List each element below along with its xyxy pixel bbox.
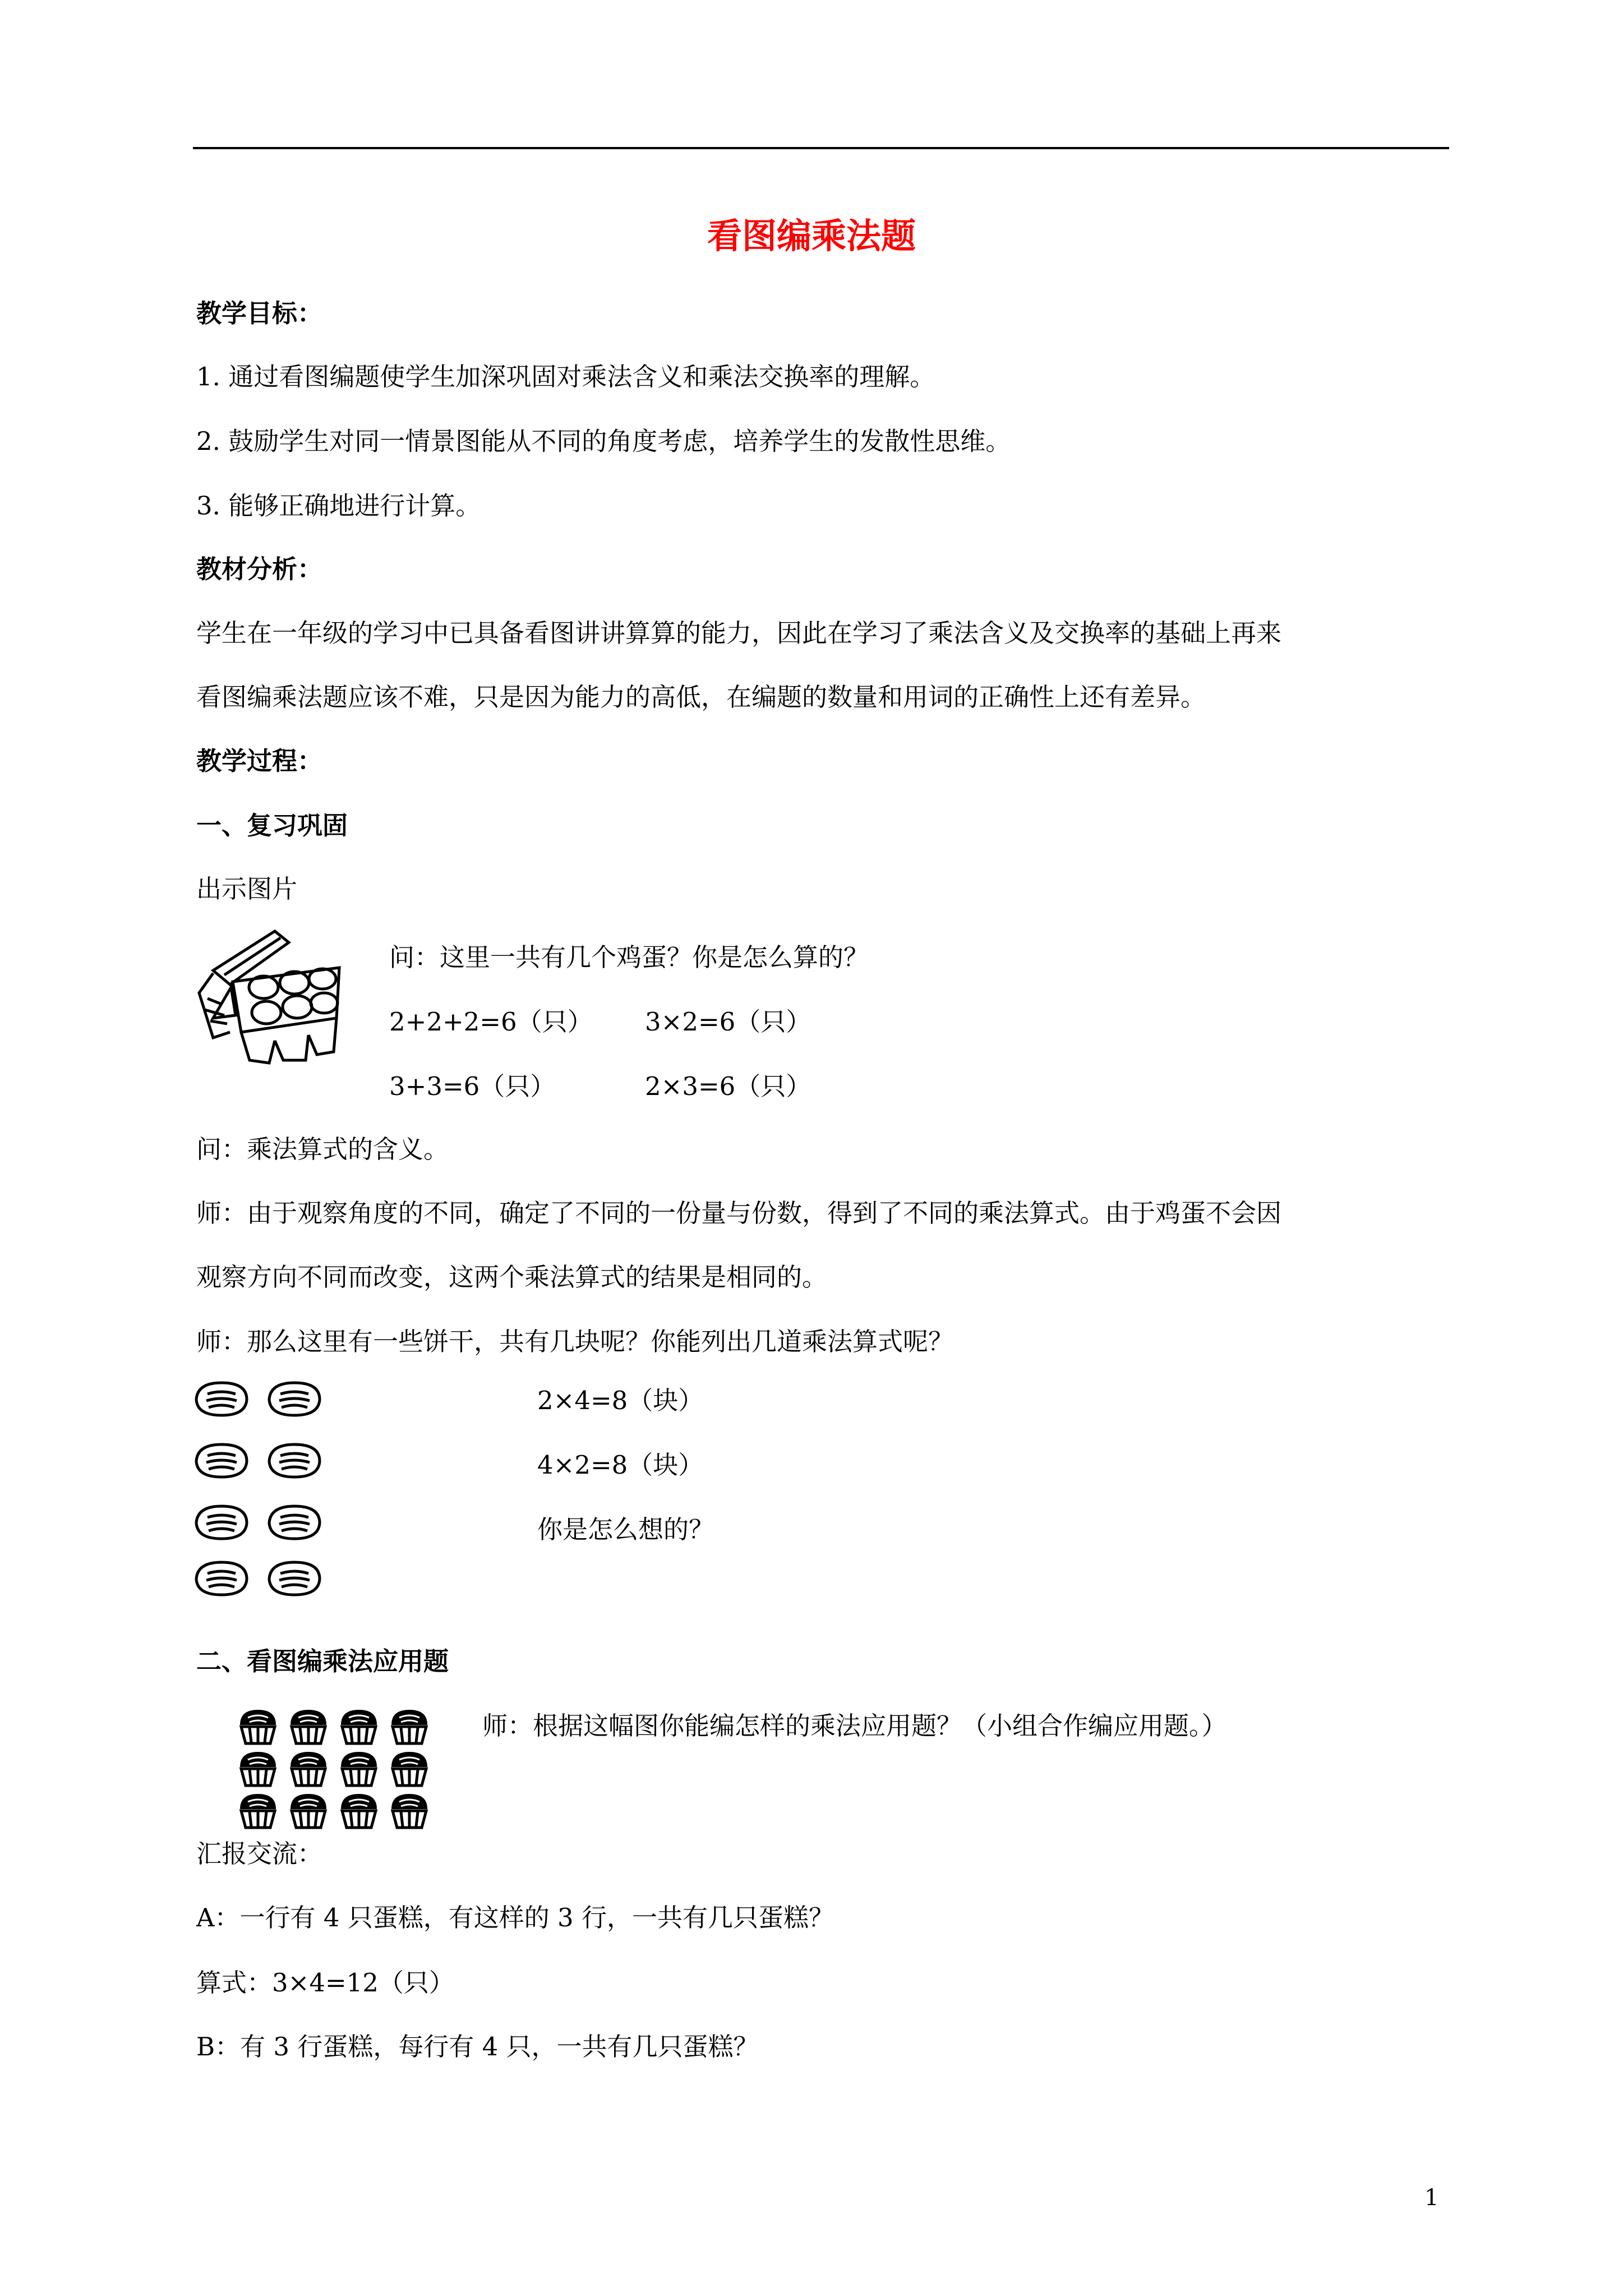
biscuit-thinking-question: 你是怎么想的？ (537, 1515, 714, 1544)
biscuit-question: 师：那么这里有一些饼干，共有几块呢？你能列出几道乘法算式呢？ (196, 1327, 954, 1356)
egg-question: 问：这里一共有几个鸡蛋？你是怎么算的？ (389, 942, 869, 972)
egg-equation-r2c2: 2×3=6（只） (645, 1071, 811, 1101)
page-title: 看图编乘法题 (707, 215, 916, 256)
report-heading: 汇报交流： (196, 1839, 323, 1869)
biscuit-equation-2: 4×2=8（块） (537, 1450, 704, 1480)
goal-item-1: 1. 通过看图编题使学生加深巩固对乘法含义和乘法交换率的理解。 (196, 362, 935, 392)
part1-heading: 一、复习巩固 (196, 811, 348, 840)
biscuit-equation-1: 2×4=8（块） (537, 1386, 704, 1415)
analysis-line-2: 看图编乘法题应该不难，只是因为能力的高低，在编题的数量和用词的正确性上还有差异。 (196, 682, 1206, 712)
teacher-explain-line-1: 师：由于观察角度的不同，确定了不同的一份量与份数，得到了不同的乘法算式。由于鸡蛋不会因 (196, 1198, 1282, 1228)
page-number: 1 (1424, 2185, 1439, 2211)
answer-a: A：一行有 4 只蛋糕，有这样的 3 行，一共有几只蛋糕？ (196, 1903, 834, 1932)
egg-equation-r2c1: 3+3=6（只） (389, 1071, 556, 1101)
teacher-explain-line-2: 观察方向不同而改变，这两个乘法算式的结果是相同的。 (196, 1262, 828, 1292)
answer-b: B：有 3 行蛋糕，每行有 4 只，一共有几只蛋糕？ (196, 2032, 759, 2062)
header-rule (193, 147, 1449, 149)
egg-equation-r1c2: 3×2=6（只） (645, 1007, 811, 1037)
biscuits-image (191, 1377, 336, 1602)
goals-heading: 教学目标： (196, 298, 323, 328)
analysis-line-1: 学生在一年级的学习中已具备看图讲讲算算的能力，因此在学习了乘法含义及交换率的基础上再来 (196, 618, 1282, 648)
show-picture-text: 出示图片 (196, 874, 298, 904)
cake-question: 师：根据这幅图你能编怎样的乘法应用题？（小组合作编应用题。） (482, 1711, 1227, 1741)
meaning-question: 问：乘法算式的含义。 (196, 1134, 449, 1164)
analysis-heading: 教材分析： (196, 554, 323, 584)
egg-carton-image (191, 920, 359, 1088)
formula: 算式：3×4=12（只） (196, 1968, 454, 1998)
part2-heading: 二、看图编乘法应用题 (196, 1646, 449, 1676)
goal-item-3: 3. 能够正确地进行计算。 (196, 491, 481, 521)
cakes-image (236, 1705, 449, 1834)
process-heading: 教学过程： (196, 746, 323, 776)
egg-equation-r1c1: 2+2+2=6（只） (389, 1007, 593, 1037)
goal-item-2: 2. 鼓励学生对同一情景图能从不同的角度考虑，培养学生的发散性思维。 (196, 426, 1011, 456)
